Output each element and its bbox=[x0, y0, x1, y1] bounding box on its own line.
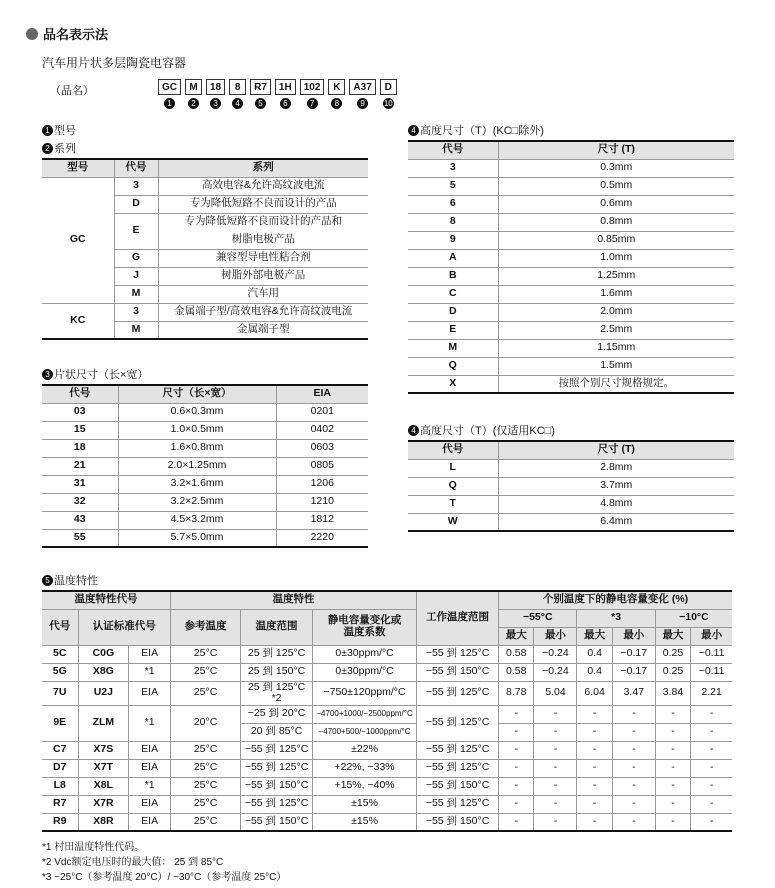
cell: 1210 bbox=[276, 493, 368, 511]
cell: 0402 bbox=[276, 421, 368, 439]
cell: −25 到 20°C bbox=[241, 705, 313, 723]
cell: 0.6×0.3mm bbox=[118, 403, 276, 421]
cell: 25°C bbox=[171, 813, 241, 831]
code-box: M bbox=[185, 79, 202, 95]
cell: 2.0mm bbox=[498, 303, 734, 321]
cell: C bbox=[408, 285, 498, 303]
section-title: 品名表示法 bbox=[26, 24, 108, 43]
height-table bbox=[408, 140, 734, 394]
cell: 1.0×0.5mm bbox=[118, 421, 276, 439]
chip-size-table bbox=[42, 384, 368, 548]
cell: 55 bbox=[42, 529, 118, 547]
cell: 3.47 bbox=[612, 681, 655, 705]
code-box: 1H bbox=[275, 79, 296, 95]
part-code bbox=[250, 79, 271, 109]
cell: X8L bbox=[78, 777, 129, 795]
table-row bbox=[42, 741, 732, 759]
cell: - bbox=[577, 795, 612, 813]
cell: 03 bbox=[42, 403, 118, 421]
cell: 0.6mm bbox=[498, 195, 734, 213]
cell: - bbox=[612, 795, 655, 813]
cell: 3.2×2.5mm bbox=[118, 493, 276, 511]
table-row bbox=[42, 493, 368, 511]
cell: 1.5mm bbox=[498, 357, 734, 375]
cell: 18 bbox=[42, 439, 118, 457]
table-row bbox=[408, 495, 734, 513]
cell: 2.8mm bbox=[498, 459, 734, 477]
cell: Q bbox=[408, 357, 498, 375]
cell: EIA bbox=[129, 681, 171, 705]
cell: 25°C bbox=[171, 777, 241, 795]
cell: 25°C bbox=[171, 663, 241, 681]
cell: L8 bbox=[42, 777, 78, 795]
cell: 9 bbox=[408, 231, 498, 249]
cell: - bbox=[691, 705, 732, 723]
cell: 5.7×5.0mm bbox=[118, 529, 276, 547]
cell: 6 bbox=[408, 195, 498, 213]
col-header: 系列 bbox=[158, 159, 368, 177]
table-row bbox=[42, 759, 732, 777]
height-label: 4 高度尺寸（T）(KC□除外) bbox=[408, 122, 544, 138]
cell: 5.04 bbox=[534, 681, 577, 705]
table-row bbox=[408, 477, 734, 495]
cell: - bbox=[655, 705, 690, 723]
cell: *1 bbox=[129, 663, 171, 681]
cell: - bbox=[499, 705, 534, 723]
cell: −55 到 125°C bbox=[417, 795, 499, 813]
table-row bbox=[42, 529, 368, 547]
cell: - bbox=[655, 759, 690, 777]
cell: −0.11 bbox=[691, 663, 732, 681]
cell: 0201 bbox=[276, 403, 368, 421]
cell: - bbox=[577, 741, 612, 759]
cell: *1 bbox=[129, 777, 171, 795]
series-table: 型号 代号 系列 GC 3 高效电容&允许高纹波电流 D 专为降低短路不良而设计的产品 E 专为降低短路不良而设计的产品和 树脂电极产品 G 兼容型导电性粘合剂 J 树脂外部电极产品 M 汽车用 KC 3 金属端子型/高效电容&允许高纹波电流 M 金属端子型 bbox=[42, 158, 368, 340]
cell: X7S bbox=[78, 741, 129, 759]
cell: 1.0mm bbox=[498, 249, 734, 267]
table-row bbox=[408, 303, 734, 321]
part-code bbox=[229, 79, 246, 109]
table-row bbox=[42, 457, 368, 475]
table-row bbox=[408, 159, 734, 177]
series-label: 2 系列 bbox=[42, 140, 76, 156]
index-number: 7 bbox=[307, 98, 318, 109]
type-label: 1 型号 bbox=[42, 122, 76, 138]
cell: −0.24 bbox=[534, 663, 577, 681]
col-header: 最大 bbox=[499, 627, 534, 645]
cell: 4.5×3.2mm bbox=[118, 511, 276, 529]
cell: EIA bbox=[129, 795, 171, 813]
cell: 6.04 bbox=[577, 681, 612, 705]
cell: 2.21 bbox=[691, 681, 732, 705]
cell: R7 bbox=[42, 795, 78, 813]
cell: EIA bbox=[129, 813, 171, 831]
code-box: D bbox=[380, 79, 397, 95]
col-header: 最小 bbox=[691, 627, 732, 645]
cell: −55 到 125°C bbox=[417, 645, 499, 663]
type-kc: KC bbox=[42, 303, 114, 339]
cell: - bbox=[534, 723, 577, 741]
col-header: 型号 bbox=[42, 159, 114, 177]
code-box: 102 bbox=[300, 79, 325, 95]
table-row bbox=[42, 421, 368, 439]
cell: 0.4 bbox=[577, 645, 612, 663]
cell: Q bbox=[408, 477, 498, 495]
cell: −4700+1000/−2500ppm/°C bbox=[313, 705, 417, 723]
cell: - bbox=[691, 759, 732, 777]
table-row bbox=[408, 213, 734, 231]
cell: 25°C bbox=[171, 759, 241, 777]
code-box: 18 bbox=[206, 79, 225, 95]
col-header: EIA bbox=[276, 385, 368, 403]
table-row bbox=[42, 681, 732, 705]
table-row bbox=[408, 375, 734, 393]
table-row bbox=[42, 475, 368, 493]
cell: U2J bbox=[78, 681, 129, 705]
cell: A bbox=[408, 249, 498, 267]
table-row bbox=[42, 403, 368, 421]
cell: 0.5mm bbox=[498, 177, 734, 195]
col-header: 代号 bbox=[114, 159, 158, 177]
cell: - bbox=[534, 813, 577, 831]
cell: 25 到 125°C bbox=[241, 645, 313, 663]
col-header: 最大 bbox=[577, 627, 612, 645]
cell: - bbox=[612, 777, 655, 795]
cell: −55 到 150°C bbox=[417, 663, 499, 681]
code-box: R7 bbox=[250, 79, 271, 95]
cell: - bbox=[534, 777, 577, 795]
cell: ZLM bbox=[78, 705, 129, 741]
cell: 3.84 bbox=[655, 681, 690, 705]
cell: −4700+500/−1000ppm/°C bbox=[313, 723, 417, 741]
cell: 21 bbox=[42, 457, 118, 475]
cell: −55 到 150°C bbox=[241, 813, 313, 831]
cell: EIA bbox=[129, 645, 171, 663]
cell: EIA bbox=[129, 741, 171, 759]
table-row bbox=[408, 195, 734, 213]
col-header: 尺寸 (T) bbox=[498, 441, 734, 459]
code-box: GC bbox=[158, 79, 181, 95]
cell: 25°C bbox=[171, 645, 241, 663]
table-row bbox=[42, 795, 732, 813]
cell: - bbox=[499, 741, 534, 759]
table-row bbox=[408, 321, 734, 339]
col-header: 尺寸 (T) bbox=[498, 141, 734, 159]
table-row bbox=[408, 231, 734, 249]
cell: M bbox=[408, 339, 498, 357]
cell: - bbox=[534, 759, 577, 777]
cell: 25°C bbox=[171, 681, 241, 705]
cell: - bbox=[655, 813, 690, 831]
cell: - bbox=[691, 741, 732, 759]
cell: 0.4 bbox=[577, 663, 612, 681]
cell: 0.85mm bbox=[498, 231, 734, 249]
cell: - bbox=[655, 795, 690, 813]
cell: 1.15mm bbox=[498, 339, 734, 357]
cell: 6.4mm bbox=[498, 513, 734, 531]
cell: −0.11 bbox=[691, 645, 732, 663]
cell: 按照个别尺寸规格规定。 bbox=[498, 375, 734, 393]
cell: W bbox=[408, 513, 498, 531]
cell: - bbox=[577, 813, 612, 831]
part-code bbox=[158, 79, 181, 109]
cell: 25 到 150°C bbox=[241, 663, 313, 681]
cell: 0.25 bbox=[655, 645, 690, 663]
cell: - bbox=[612, 723, 655, 741]
cell: - bbox=[577, 759, 612, 777]
part-code bbox=[300, 79, 325, 109]
cell: 0.58 bbox=[499, 645, 534, 663]
cell: R9 bbox=[42, 813, 78, 831]
cell: −55 到 125°C bbox=[241, 741, 313, 759]
cell: - bbox=[612, 741, 655, 759]
cell: - bbox=[612, 813, 655, 831]
note: *3 −25°C（参考温度 20°C）/ −30°C（参考温度 25°C） bbox=[42, 872, 287, 883]
cell: 7U bbox=[42, 681, 78, 705]
index-number: 10 bbox=[383, 99, 393, 108]
part-code bbox=[328, 79, 345, 109]
index-number: 9 bbox=[357, 98, 368, 109]
cell: L bbox=[408, 459, 498, 477]
cell: - bbox=[534, 795, 577, 813]
cell: X7T bbox=[78, 759, 129, 777]
cell: - bbox=[499, 813, 534, 831]
cell: T bbox=[408, 495, 498, 513]
part-code bbox=[275, 79, 296, 109]
cell: - bbox=[691, 813, 732, 831]
cell: 43 bbox=[42, 511, 118, 529]
cell: −55 到 125°C bbox=[241, 795, 313, 813]
cell: - bbox=[499, 759, 534, 777]
cell: 2.0×1.25mm bbox=[118, 457, 276, 475]
cell: 8 bbox=[408, 213, 498, 231]
cell: - bbox=[655, 723, 690, 741]
code-box: K bbox=[328, 79, 345, 95]
table-row bbox=[408, 267, 734, 285]
cell: −55 到 150°C bbox=[417, 777, 499, 795]
index-number: 1 bbox=[164, 98, 175, 109]
cell: X8G bbox=[78, 663, 129, 681]
cell: −55 到 150°C bbox=[241, 777, 313, 795]
cell: 2.5mm bbox=[498, 321, 734, 339]
cell: −750±120ppm/°C bbox=[313, 681, 417, 705]
footnotes bbox=[42, 840, 286, 885]
index-number: 2 bbox=[188, 98, 199, 109]
subtitle: 汽车用片状多层陶瓷电容器 bbox=[42, 56, 187, 70]
cell: 3.2×1.6mm bbox=[118, 475, 276, 493]
cell: ±22% bbox=[313, 741, 417, 759]
note: *1 村田温度特性代码。 bbox=[42, 842, 145, 853]
table-row bbox=[42, 645, 732, 663]
cell: 0±30ppm/°C bbox=[313, 645, 417, 663]
cell: - bbox=[577, 777, 612, 795]
cell: - bbox=[534, 705, 577, 723]
cell: ±15% bbox=[313, 813, 417, 831]
cell: 32 bbox=[42, 493, 118, 511]
cell: −55 到 150°C bbox=[417, 813, 499, 831]
cell: 20°C bbox=[171, 705, 241, 741]
col-header: 代号 bbox=[42, 385, 118, 403]
cell: 0.3mm bbox=[498, 159, 734, 177]
cell: −55 到 125°C bbox=[417, 705, 499, 741]
cell: 9E bbox=[42, 705, 78, 741]
cell: X7R bbox=[78, 795, 129, 813]
cell: 5C bbox=[42, 645, 78, 663]
table-row bbox=[42, 439, 368, 457]
table-row bbox=[408, 513, 734, 531]
cell: - bbox=[499, 795, 534, 813]
cell: D bbox=[408, 303, 498, 321]
cell: - bbox=[691, 777, 732, 795]
cell: 0.8mm bbox=[498, 213, 734, 231]
table-row bbox=[42, 813, 732, 831]
note: *2 Vdc额定电压时的最大值： 25 到 85°C bbox=[42, 857, 224, 868]
cell: 5G bbox=[42, 663, 78, 681]
cell: - bbox=[655, 777, 690, 795]
cell: 31 bbox=[42, 475, 118, 493]
cell: 25°C bbox=[171, 741, 241, 759]
cell: C0G bbox=[78, 645, 129, 663]
temp-table: 温度特性代号 温度特性 工作温度范围 个别温度下的静电容量变化 (%) 代号 认证标准代号 参考温度 温度范围 静电容量变化或 温度系数 −55°C *3 −10°C 最大 最小 最大 最小 最大 最小 5C C0G EIA 25°C 25 到 125°C 0±30ppm/°C −55 到 125°C 0.58 −0.24 0.4 −0.17 0.25 −0.11 5G X8G *1 25°C 25 到 150°C 0±30ppm/°C −55 到 150°C 0.58 −0.24 0.4 −0.17 0.25 −0.11 7U U2J EIA 25°C 25 到 125°C *2 −750±120ppm/°C −55 到 125°C 8.78 5.04 6.04 3.47 3.84 2.21 9E ZLM *1 20°C −25 到 20°C −4700+1000/−2500ppm/°C −55 到 125°C - - - - - - 20 到 85°C −4700+500/−1000ppm/°C - - - - - - C7 X7S EIA 25°C −55 到 125°C ±22% −55 到 125°C - - - - - - D7 X7T EIA 25°C −55 到 125°C +22%, −33% −55 到 125°C - - - - - - L8 X8L *1 25°C −55 到 150°C +15%, −40% −55 到 150°C - - - - - - R7 X7R EIA 25°C −55 到 125°C ±15% −55 到 125°C - - - - - - R9 X8R EIA 25°C −55 到 150°C ±15% −55 到 150°C - - - - - - bbox=[42, 590, 732, 832]
col-header: 最小 bbox=[534, 627, 577, 645]
cell: −55 到 125°C bbox=[241, 759, 313, 777]
height-kc-label: 4 高度尺寸（T）(仅适用KC□) bbox=[408, 422, 555, 438]
cell: +22%, −33% bbox=[313, 759, 417, 777]
cell: B bbox=[408, 267, 498, 285]
table-row bbox=[42, 777, 732, 795]
type-gc: GC bbox=[42, 177, 114, 303]
index-number: 5 bbox=[255, 98, 266, 109]
cell: 0603 bbox=[276, 439, 368, 457]
table-row bbox=[408, 339, 734, 357]
cell: 3.7mm bbox=[498, 477, 734, 495]
cell: - bbox=[691, 795, 732, 813]
col-header: 最大 bbox=[655, 627, 690, 645]
height-kc-table bbox=[408, 440, 734, 532]
cell: 1.6×0.8mm bbox=[118, 439, 276, 457]
cell: 8.78 bbox=[499, 681, 534, 705]
cell: +15%, −40% bbox=[313, 777, 417, 795]
cell: 25 到 125°C *2 bbox=[241, 681, 313, 705]
cell: 5 bbox=[408, 177, 498, 195]
code-box: 8 bbox=[229, 79, 246, 95]
cell: ±15% bbox=[313, 795, 417, 813]
cell: 20 到 85°C bbox=[241, 723, 313, 741]
cell: *1 bbox=[129, 705, 171, 741]
cell: −0.24 bbox=[534, 645, 577, 663]
table-row bbox=[42, 663, 732, 681]
cell: 1.6mm bbox=[498, 285, 734, 303]
table-row bbox=[408, 357, 734, 375]
part-number-label: （品名） bbox=[50, 85, 94, 97]
table-row bbox=[408, 285, 734, 303]
cell: 3 bbox=[408, 159, 498, 177]
cell: X8R bbox=[78, 813, 129, 831]
cell: - bbox=[499, 777, 534, 795]
cell: −0.17 bbox=[612, 663, 655, 681]
cell: - bbox=[612, 759, 655, 777]
bullet-icon bbox=[26, 28, 38, 40]
cell: - bbox=[534, 741, 577, 759]
cell: 1812 bbox=[276, 511, 368, 529]
col-header: 尺寸（长×宽） bbox=[118, 385, 276, 403]
cell: C7 bbox=[42, 741, 78, 759]
code-box: A37 bbox=[349, 79, 375, 95]
cell: - bbox=[655, 741, 690, 759]
col-header: 代号 bbox=[408, 441, 498, 459]
part-code bbox=[380, 79, 397, 109]
cell: 2220 bbox=[276, 529, 368, 547]
table-row bbox=[408, 249, 734, 267]
cell: 0.25 bbox=[655, 663, 690, 681]
table-row bbox=[42, 705, 732, 723]
table-row bbox=[42, 511, 368, 529]
chip-size-label: 3 片状尺寸（长×宽） bbox=[42, 366, 148, 382]
cell: E bbox=[408, 321, 498, 339]
part-code bbox=[206, 79, 225, 109]
part-code bbox=[349, 79, 375, 109]
cell: EIA bbox=[129, 759, 171, 777]
index-number: 6 bbox=[280, 98, 291, 109]
part-code-boxes bbox=[158, 79, 397, 109]
table-row bbox=[408, 459, 734, 477]
table-row bbox=[408, 177, 734, 195]
cell: - bbox=[499, 723, 534, 741]
cell: 1.25mm bbox=[498, 267, 734, 285]
cell: - bbox=[577, 705, 612, 723]
cell: - bbox=[577, 723, 612, 741]
index-number: 4 bbox=[232, 98, 243, 109]
cell: - bbox=[612, 705, 655, 723]
cell: X bbox=[408, 375, 498, 393]
index-number: 8 bbox=[331, 98, 342, 109]
cell: - bbox=[691, 723, 732, 741]
cell: −0.17 bbox=[612, 645, 655, 663]
cell: 0±30ppm/°C bbox=[313, 663, 417, 681]
part-code bbox=[185, 79, 202, 109]
cell: −55 到 125°C bbox=[417, 759, 499, 777]
cell: 1206 bbox=[276, 475, 368, 493]
index-number: 3 bbox=[210, 98, 221, 109]
col-header: 最小 bbox=[612, 627, 655, 645]
cell: 25°C bbox=[171, 795, 241, 813]
cell: 0805 bbox=[276, 457, 368, 475]
col-header: 代号 bbox=[408, 141, 498, 159]
cell: D7 bbox=[42, 759, 78, 777]
cell: −55 到 125°C bbox=[417, 681, 499, 705]
cell: −55 到 125°C bbox=[417, 741, 499, 759]
cell: 15 bbox=[42, 421, 118, 439]
cell: 4.8mm bbox=[498, 495, 734, 513]
cell: 0.58 bbox=[499, 663, 534, 681]
temp-label: 5 温度特性 bbox=[42, 572, 98, 588]
